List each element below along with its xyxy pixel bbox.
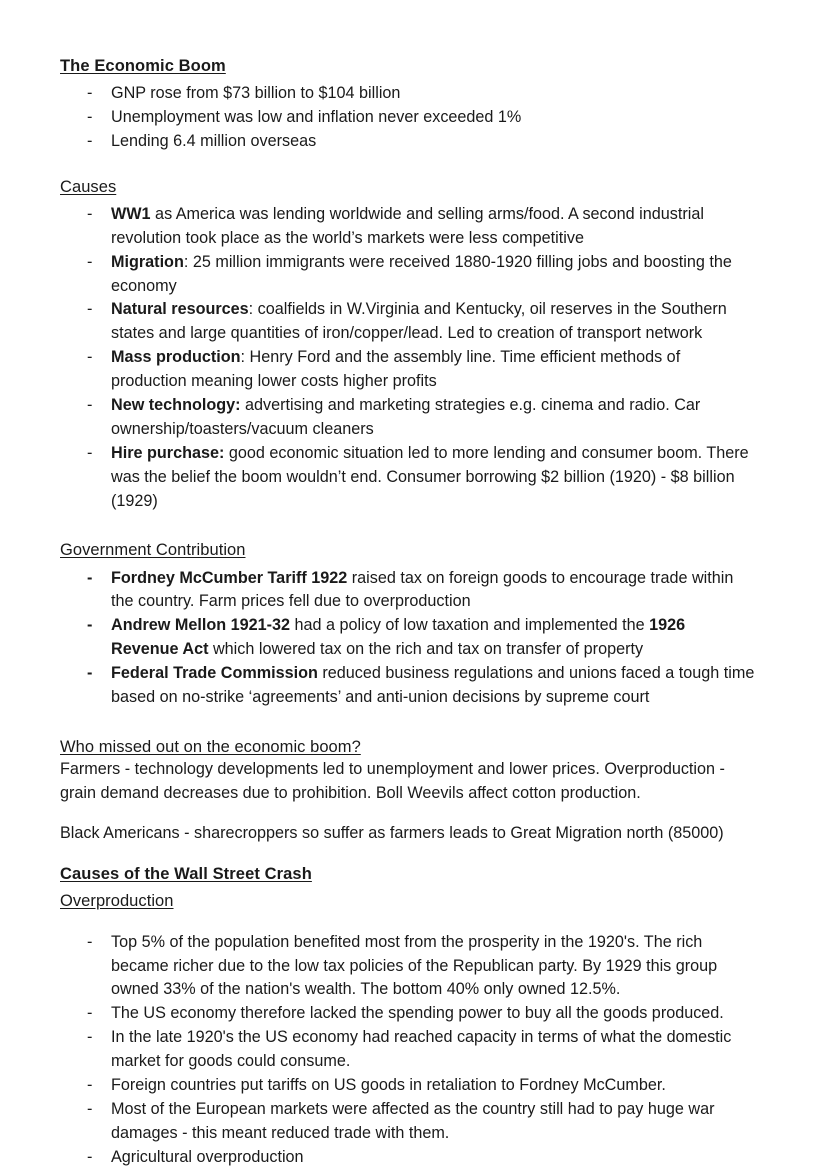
list-item — [60, 1002, 755, 1026]
bullet-dash-icon: - — [87, 616, 93, 635]
list-item-lead: Migration — [111, 252, 184, 271]
list-item-text: Foreign countries put tariffs on US goods in retaliation to Fordney McCumber. — [111, 1076, 666, 1095]
list-item — [60, 106, 755, 130]
list-item-lead: Mass production — [111, 348, 241, 367]
list-item — [60, 394, 755, 442]
bullet-dash-icon: - — [87, 1028, 93, 1047]
list-item-text: good economic situation led to more lending and consumer boom. There was the belief the boom wouldn’t end. Consumer borrowing $2 billion (1920) - $8 billion (1929) — [111, 443, 749, 510]
list-item — [60, 567, 755, 615]
list-item — [60, 1146, 755, 1170]
spacer — [60, 513, 755, 540]
heading-who-missed-out: Who missed out on the economic boom? — [60, 737, 361, 756]
list-item — [60, 1026, 755, 1074]
bullet-dash-icon: - — [87, 568, 93, 587]
bullet-dash-icon: - — [87, 348, 93, 367]
list-item-text: Unemployment was low and inflation never exceeded 1% — [111, 108, 522, 126]
list-item — [60, 931, 755, 1003]
list-item — [60, 662, 755, 710]
bullet-dash-icon: - — [87, 131, 93, 150]
list-item-text: : coalfields in W.Virginia and Kentucky, oil reserves in the Southern states and large quantities of iron/copper/lead. Led to creation of transport network — [111, 300, 727, 343]
list-item-text: Top 5% of the population benefited most from the prosperity in the 1920's. The rich became richer due to the low tax policies of the Republican party. By 1929 this group owned 33% of the nation's wealth. The bottom 40% only owned 12.5%. — [111, 932, 718, 999]
list-item-lead: Hire purchase: — [111, 443, 225, 462]
bullet-dash-icon: - — [87, 252, 93, 271]
list-item-lead: Andrew Mellon 1921-32 — [111, 616, 291, 635]
bullet-dash-icon: - — [87, 84, 93, 103]
bullet-dash-icon: - — [87, 1147, 93, 1166]
heading-overproduction: Overproduction — [60, 891, 174, 910]
list-item-lead: Federal Trade Commission — [111, 664, 318, 683]
list-item — [60, 82, 755, 106]
spacer — [60, 710, 755, 737]
bullet-dash-icon: - — [87, 1076, 93, 1095]
list-item-text: Agricultural overproduction — [111, 1147, 304, 1166]
list-item-text: GNP rose from $73 billion to $104 billion — [111, 84, 401, 103]
list-item-tail: which lowered tax on the rich and tax on transfer of property — [208, 640, 644, 659]
spacer — [60, 912, 755, 931]
list-item-text: : 25 million immigrants were received 1880-1920 filling jobs and boosting the economy — [111, 252, 732, 295]
list-overproduction — [60, 931, 755, 1170]
list-item-text: : Henry Ford and the assembly line. Time efficient methods of production meaning lower costs higher profits — [111, 348, 681, 391]
bullet-dash-icon: - — [87, 1004, 93, 1023]
paragraph-black-americans: Black Americans - sharecroppers so suffer as farmers leads to Great Migration north (85000) — [60, 823, 724, 842]
heading-government-contribution: Government Contribution — [60, 541, 246, 560]
list-economic-boom-facts — [60, 82, 755, 154]
list-item — [60, 203, 755, 251]
list-item — [60, 251, 755, 299]
list-item — [60, 1098, 755, 1146]
bullet-dash-icon: - — [87, 300, 93, 319]
list-item — [60, 298, 755, 346]
spacer — [60, 845, 755, 864]
list-item-text: reduced business regulations and unions faced a tough time based on no-strike ‘agreements’ and anti-union decisions by supreme court — [111, 664, 755, 707]
list-item — [60, 1074, 755, 1098]
list-item-lead-secondary: 1926 Revenue Act — [111, 616, 686, 659]
list-item-text: In the late 1920's the US economy had reached capacity in terms of what the domestic market for goods could consume. — [111, 1028, 732, 1071]
heading-causes: Causes — [60, 177, 117, 196]
heading-economic-boom: The Economic Boom — [60, 57, 226, 75]
list-item — [60, 346, 755, 394]
list-item-text: advertising and marketing strategies e.g. cinema and radio. Car ownership/toasters/vacuum cleaners — [111, 396, 701, 438]
list-item-text: raised tax on foreign goods to encourage trade within the country. Farm prices fell due to overproduction — [111, 568, 734, 611]
list-item — [60, 614, 755, 662]
list-item-text: Most of the European markets were affected as the country still had to pay huge war damages - this meant reduced trade with them. — [111, 1099, 715, 1142]
list-item-text: had a policy of low taxation and implemented the — [290, 616, 650, 635]
heading-wall-street-crash: Causes of the Wall Street Crash — [60, 865, 312, 884]
bullet-dash-icon: - — [87, 1099, 93, 1118]
list-item-text: The US economy therefore lacked the spending power to buy all the goods produced. — [111, 1004, 724, 1023]
list-government-contribution — [60, 567, 755, 710]
list-item-text: Lending 6.4 million overseas — [111, 131, 317, 150]
list-item-lead: WW1 — [111, 204, 151, 223]
list-item — [60, 130, 755, 154]
list-item-text: as America was lending worldwide and selling arms/food. A second industrial revolution took place as the world’s markets were less competitive — [111, 204, 704, 247]
bullet-dash-icon: - — [87, 108, 93, 126]
bullet-dash-icon: - — [87, 932, 93, 951]
list-causes — [60, 203, 755, 514]
list-item — [60, 442, 755, 514]
bullet-dash-icon: - — [87, 396, 93, 415]
bullet-dash-icon: - — [87, 204, 93, 223]
spacer — [60, 806, 755, 822]
spacer — [60, 154, 755, 177]
paragraph-farmers: Farmers - technology developments led to unemployment and lower prices. Overproduction - grain demand decreases due to prohibition. Boll Weevils affect cotton production. — [60, 760, 725, 802]
bullet-dash-icon: - — [87, 443, 93, 462]
list-item-lead: Fordney McCumber Tariff 1922 — [111, 568, 348, 587]
list-item-lead: Natural resources — [111, 300, 249, 319]
bullet-dash-icon: - — [87, 664, 93, 683]
list-item-lead: New technology: — [111, 396, 241, 415]
